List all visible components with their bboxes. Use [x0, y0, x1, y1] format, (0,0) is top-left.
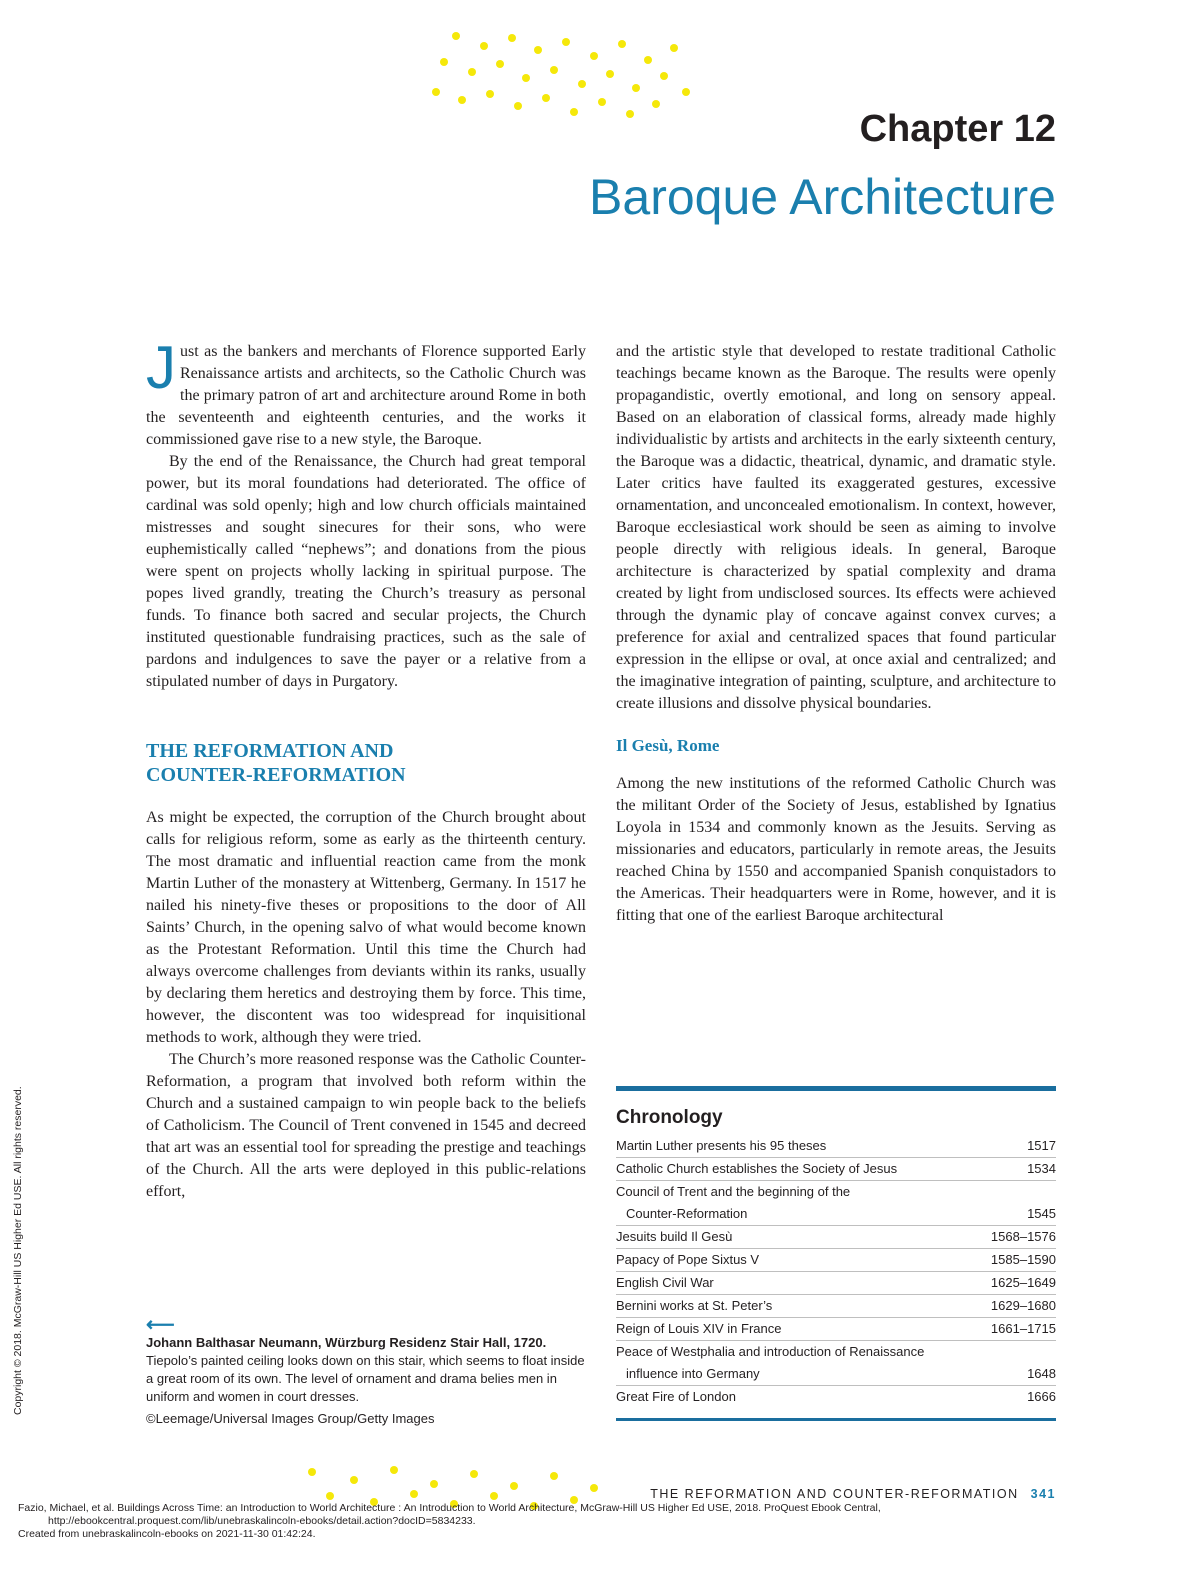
gesu-paragraph: Among the new institutions of the reformed Catholic Church was the militant Order of the Society of Jesus, established by Ignatius Loyola in 1534 and commonly known as the Jesuits. Serving as missionaries and educators, particularly in remote areas, the Jesuits reached China by 1550 and accompanied Spanish conquistadors to the Americas. Their headquarters were in Rome, however, and it is fitting that one of the earliest Baroque architectural: [616, 775, 1056, 924]
chronology-title: Chronology: [616, 1107, 723, 1128]
chronology-event-text: Great Fire of London: [616, 1389, 736, 1404]
chronology-year: 1568–1576: [990, 1229, 1056, 1244]
intro-paragraph-1: [146, 334, 586, 451]
citation-line-3: Created from unebraskalincoln-ebooks on 2021-11-30 01:42:24.: [18, 1528, 316, 1540]
chronology-event-text: Peace of Westphalia and introduction of Renaissance: [616, 1344, 925, 1359]
chronology-event-text: Martin Luther presents his 95 theses: [616, 1138, 827, 1153]
arrow-left-icon: ⟵: [146, 1314, 175, 1336]
caption-title: Johann Balthasar Neumann, Würzburg Residenz Stair Hall, 1720.: [146, 1335, 547, 1350]
chronology-row: [616, 1157, 1056, 1180]
chronology-year: 1666: [1027, 1389, 1056, 1404]
chronology-year: 1545: [1027, 1206, 1056, 1221]
chronology-row: [616, 1340, 1056, 1385]
intro-paragraph-2: By the end of the Renaissance, the Church had great temporal power, but its moral foundations had deteriorated. The office of cardinal was sold openly; high and low church officials maintained mistresses and sought sinecures for their sons, who were euphemistically called “nephews”; and donations from the pious were spent on projects wholly lacking in spiritual purpose. The popes lived grandly, treating the Church’s treasury as personal funds. To finance both sacred and secular projects, the Church instituted questionable fundraising practices, such as the sale of pardons and indulgences to save the payer or a relative from a stipulated number of days in Purgatory.: [146, 453, 586, 690]
chronology-year: 1585–1590: [990, 1252, 1056, 1267]
chronology-year: 1517: [1027, 1138, 1056, 1153]
chronology-year: 1629–1680: [990, 1298, 1056, 1313]
chronology-event-text: Bernini works at St. Peter’s: [616, 1298, 773, 1313]
section-heading-line-2: COUNTER-REFORMATION: [146, 764, 406, 786]
chronology-box: [616, 1086, 1056, 1421]
right-column: [616, 341, 1056, 927]
chronology-row: [616, 1248, 1056, 1271]
chronology-event: [616, 1138, 966, 1154]
chronology-event-text: English Civil War: [616, 1275, 714, 1290]
chronology-year: 1534: [1027, 1161, 1056, 1176]
baroque-paragraph: and the artistic style that developed to restate traditional Catholic teachings became known as the Baroque. The results were openly propagandistic, overtly emotional, and long on sensory appeal. Based on an elaboration of classical forms, already made highly individualistic by artists and architects in the early sixteenth century, the Baroque was a didactic, theatrical, dynamic, and dramatic style. Later critics have faulted its exaggerated gestures, excessive ornamentation, and unconcealed emotionalism. In context, however, Baroque ecclesiastical work should be seen as aiming to involve people directly with religious ideals. In general, Baroque architecture is characterized by spatial complexity and drama created by light from undisclosed sources. Its effects were achieved through the dynamic play of concave against convex curves; a preference for axial and centralized spaces that found particular expression in the ellipse or oval, at once axial and centralized; and the imaginative integration of painting, sculpture, and architecture to create illusions and dissolve physical boundaries.: [616, 343, 1056, 712]
chronology-row: [616, 1180, 1056, 1225]
chronology-event: [616, 1252, 966, 1268]
subheading-il-gesu: Il Gesù, Rome: [616, 736, 720, 755]
reformation-paragraph-2: The Church’s more reasoned response was the Catholic Counter-Reformation, a program that involved both reform within the Church and a sustained campaign to win people back to the beliefs of Catholicism. The Council of Trent convened in 1545 and decreed that art was an essential tool for spreading the prestige and teachings of the Church. All the arts were deployed in this public-relations effort,: [146, 1051, 586, 1200]
chronology-row: [616, 1271, 1056, 1294]
chronology-event: [616, 1161, 966, 1177]
chronology-row: [616, 1294, 1056, 1317]
left-column: [146, 334, 586, 1203]
chronology-row: [616, 1225, 1056, 1248]
chronology-event-text-continued: influence into Germany: [626, 1366, 760, 1381]
chronology-event: [616, 1389, 966, 1405]
chronology-event: [616, 1275, 966, 1291]
section-heading-line-1: THE REFORMATION AND: [146, 740, 394, 762]
chronology-event-text: Catholic Church establishes the Society of Jesus: [616, 1161, 898, 1176]
chronology-event: [616, 1321, 966, 1337]
citation: [18, 1502, 1018, 1541]
chronology-event: [616, 1229, 966, 1245]
intro-paragraph-1-text: ust as the bankers and merchants of Florence supported Early Renaissance artists and architects, so the Catholic Church was the primary patron of art and architecture around Rome in both the seventeenth and eighteenth centuries, and the works it commissioned gave rise to a new style, the Baroque.: [146, 343, 586, 448]
chapter-number: Chapter 12: [859, 108, 1056, 150]
chronology-list: [616, 1135, 1056, 1408]
chronology-event: [616, 1344, 966, 1382]
chronology-row: [616, 1135, 1056, 1157]
chronology-event-text: Council of Trent and the beginning of the: [616, 1184, 851, 1199]
chronology-event: [616, 1298, 966, 1314]
figure-caption: [146, 1316, 586, 1428]
citation-line-1: Fazio, Michael, et al. Buildings Across Time: an Introduction to World Architecture : An Introduction to World Architecture, McGraw-Hill US Higher Ed USE, 2018. ProQuest Ebook Central,: [18, 1502, 881, 1514]
chronology-event-text: Jesuits build Il Gesù: [616, 1229, 733, 1244]
caption-credit: ©Leemage/Universal Images Group/Getty Images: [146, 1411, 435, 1426]
section-heading-reformation: [146, 739, 586, 787]
copyright-notice: Copyright © 2018. McGraw-Hill US Higher Ed USE. All rights reserved.: [12, 1086, 24, 1415]
footer-section-label: THE REFORMATION AND COUNTER-REFORMATION: [650, 1487, 1019, 1501]
running-footer: [600, 1487, 1056, 1501]
chronology-row: [616, 1385, 1056, 1408]
chronology-year: 1648: [1027, 1366, 1056, 1381]
page-number: 341: [1030, 1487, 1056, 1501]
chronology-year: 1625–1649: [990, 1275, 1056, 1290]
chronology-event-text: Papacy of Pope Sixtus V: [616, 1252, 760, 1267]
chapter-title: Baroque Architecture: [589, 169, 1056, 225]
chronology-event-text: Reign of Louis XIV in France: [616, 1321, 782, 1336]
caption-text: Tiepolo’s painted ceiling looks down on this stair, which seems to float inside a great room of its own. The level of ornament and drama belies men in uniform and women in court dresses.: [146, 1353, 585, 1404]
chronology-row: [616, 1317, 1056, 1340]
chronology-year: 1661–1715: [990, 1321, 1056, 1336]
reformation-paragraph-1: As might be expected, the corruption of the Church brought about calls for religious reform, some as early as the thirteenth century. The most dramatic and influential reaction came from the monk Martin Luther of the monastery at Wittenberg, Germany. In 1517 he nailed his ninety-five theses or propositions to the door of All Saints’ Church, in the opening salvo of what would become known as the Protestant Reformation. Until this time the Church had always overcome challenges from deviants within its ranks, usually by declaring them heretics and destroying them by force. This time, however, the discontent was too widespread for inquisitional methods to work, although they were tried.: [146, 809, 586, 1046]
chronology-event: [616, 1184, 966, 1222]
drop-cap: J: [146, 334, 176, 401]
chronology-event-text-continued: Counter-Reformation: [626, 1206, 748, 1221]
citation-line-2: http://ebookcentral.proquest.com/lib/unebraskalincoln-ebooks/detail.action?docID=5834233.: [48, 1515, 476, 1527]
